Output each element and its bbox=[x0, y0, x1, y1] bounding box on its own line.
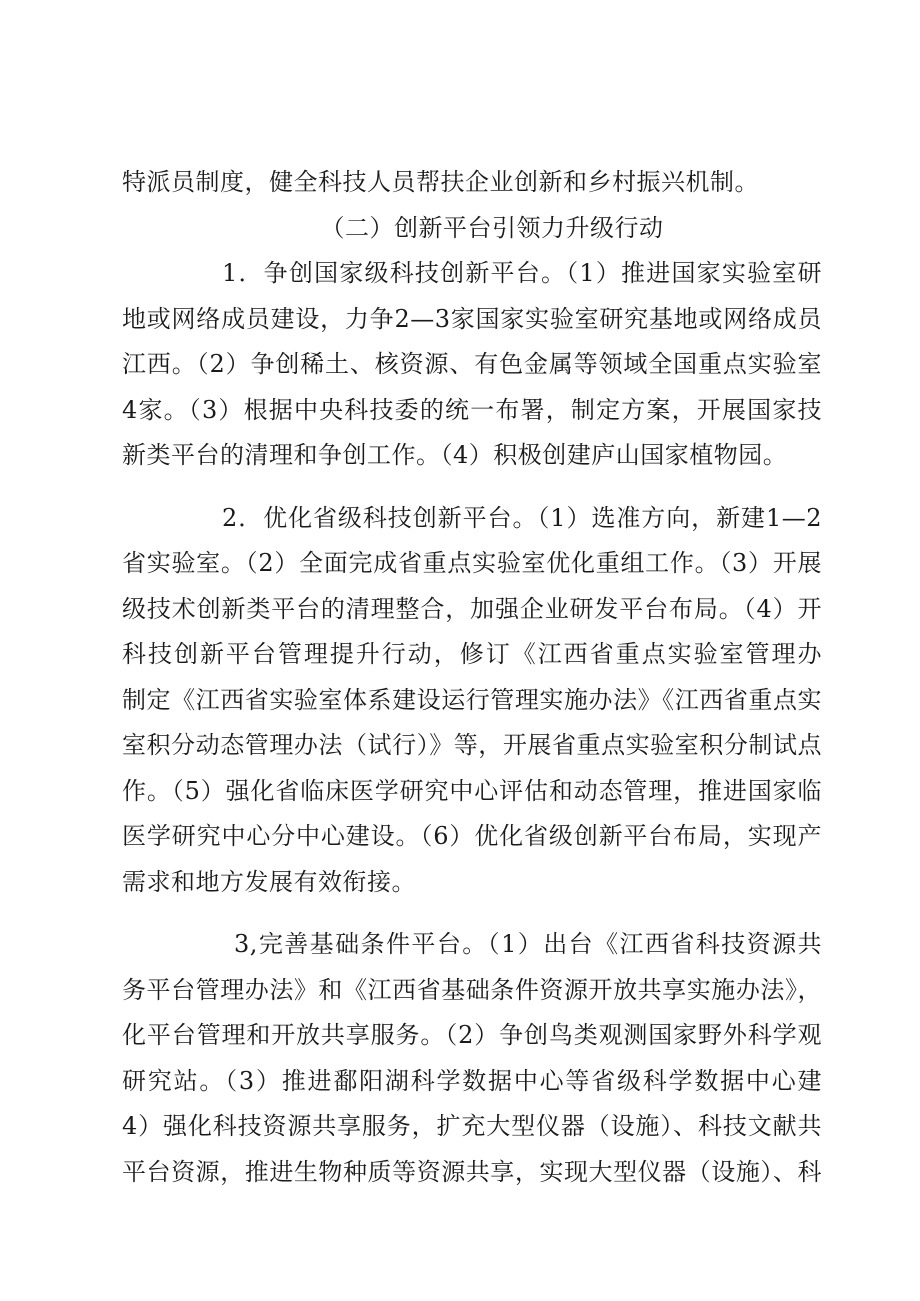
paragraph-line: 医学研究中心分中心建设。（6）优化省级创新平台布局，实现产 bbox=[122, 822, 822, 850]
paragraph-line: 2．优化省级科技创新平台。（1）选准方向，新建1—2 bbox=[222, 503, 822, 532]
paragraph-line: 研究站。（3）推进鄱阳湖科学数据中心等省级科学数据中心建 bbox=[122, 1066, 822, 1095]
paragraph-line: 地或网络成员建设，力争2—3家国家实验室研究基地或网络成员 bbox=[122, 304, 822, 333]
paragraph-line: 平台资源，推进生物种质等资源共享，实现大型仪器（设施）、科 bbox=[122, 1157, 822, 1186]
paragraph-line: 科技创新平台管理提升行动，修订《江西省重点实验室管理办 bbox=[122, 640, 822, 668]
document-page bbox=[122, 160, 822, 1195]
paragraph-line: 4家。（3）根据中央科技委的统一布署，制定方案，开展国家技 bbox=[122, 395, 822, 424]
paragraph-gap bbox=[122, 479, 822, 496]
paragraph-line: 1．争创国家级科技创新平台。（1）推进国家实验室研 bbox=[222, 259, 822, 287]
paragraph-line: 省实验室。（2）全面完成省重点实验室优化重组工作。（3）开展 bbox=[122, 549, 822, 577]
section-heading: （二）创新平台引领力升级行动 bbox=[320, 213, 664, 242]
paragraph-line: 3,完善基础条件平台。（1）出台《江西省科技资源共 bbox=[234, 930, 822, 958]
paragraph-line: 级技术创新类平台的清理整合，加强企业研发平台布局。（4）开 bbox=[122, 594, 822, 623]
paragraph-line: 新类平台的清理和争创工作。（4）积极创建庐山国家植物园。 bbox=[122, 441, 788, 469]
paragraph-gap bbox=[122, 905, 822, 922]
paragraph-line: 需求和地方发展有效衔接。 bbox=[122, 867, 416, 896]
paragraph-line: 制定《江西省实验室体系建设运行管理实施办法》《江西省重点实 bbox=[122, 685, 822, 714]
paragraph-line: 室积分动态管理办法（试行）》等，开展省重点实验室积分制试点 bbox=[122, 731, 822, 759]
paragraph-line: 江西。（2）争创稀土、核资源、有色金属等领域全国重点实验室 bbox=[122, 350, 822, 378]
paragraph-line: 特派员制度，健全科技人员帮扶企业创新和乡村振兴机制。 bbox=[122, 168, 759, 196]
paragraph-line: 化平台管理和开放共享服务。（2）争创鸟类观测国家野外科学观 bbox=[122, 1021, 822, 1049]
paragraph-line: 务平台管理办法》和《江西省基础条件资源开放共享实施办法》， bbox=[122, 975, 822, 1004]
paragraph-line: 作。（5）强化省临床医学研究中心评估和动态管理，推进国家临 bbox=[122, 776, 822, 805]
paragraph-line: 4）强化科技资源共享服务，扩充大型仪器（设施）、科技文献共 bbox=[122, 1112, 822, 1140]
